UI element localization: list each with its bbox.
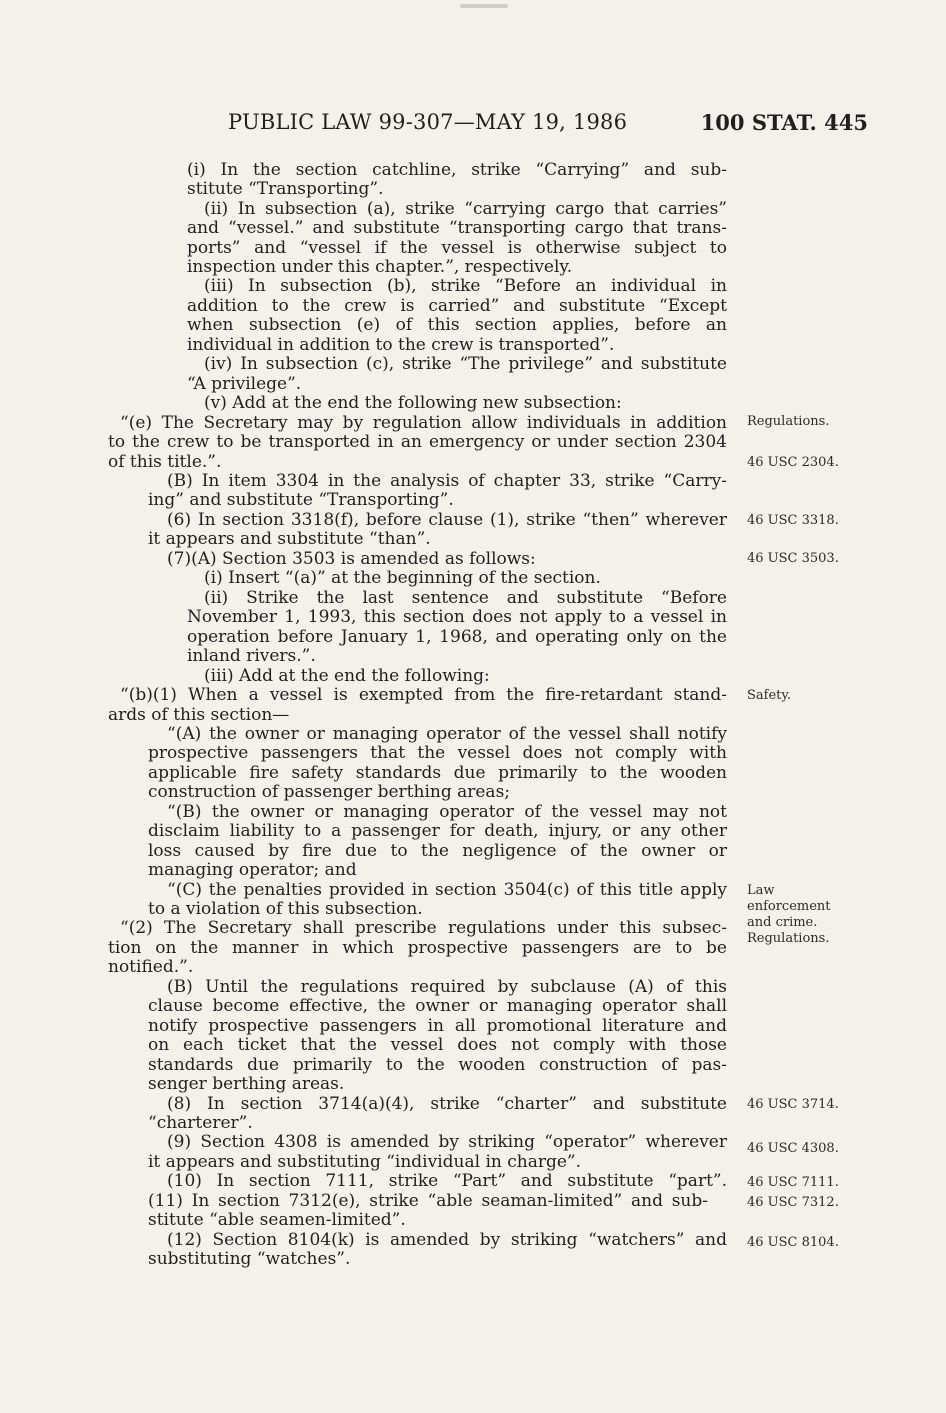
text-line: addition to the crew is carried” and substitute “Except bbox=[187, 296, 727, 316]
margin-note: Safety. bbox=[747, 688, 792, 703]
text-line: operation before January 1, 1968, and operating only on the bbox=[187, 627, 727, 647]
text-line: prospective passengers that the vessel does not comply with bbox=[148, 743, 727, 763]
text-line: it appears and substitute “than”. bbox=[148, 529, 431, 549]
margin-note: 46 USC 7111. bbox=[747, 1175, 839, 1190]
text-line: senger berthing areas. bbox=[148, 1074, 345, 1094]
margin-note: Law enforcement and crime. Regulations. bbox=[747, 883, 831, 946]
text-line: (i) Insert “(a)” at the beginning of the section. bbox=[204, 568, 601, 588]
text-line: (9) Section 4308 is amended by striking “operator” wherever bbox=[167, 1132, 727, 1152]
text-line: ards of this section— bbox=[108, 705, 290, 725]
text-line: individual in addition to the crew is transported”. bbox=[187, 335, 615, 355]
text-line: disclaim liability to a passenger for death, injury, or any other bbox=[148, 821, 727, 841]
text-line: (iii) Add at the end the following: bbox=[204, 666, 490, 686]
text-line: of this title.”. bbox=[108, 452, 222, 472]
margin-note: Regulations. bbox=[747, 414, 830, 429]
margin-note: 46 USC 4308. bbox=[747, 1141, 839, 1156]
text-line: (ii) Strike the last sentence and substitute “Before bbox=[204, 588, 727, 608]
text-line: (6) In section 3318(f), before clause (1), strike “then” wherever bbox=[167, 510, 727, 530]
text-line: and “vessel.” and substitute “transporting cargo that trans- bbox=[187, 218, 727, 238]
text-line: applicable fire safety standards due primarily to the wooden bbox=[148, 763, 727, 783]
text-line: to a violation of this subsection. bbox=[148, 899, 423, 919]
text-line: “A privilege”. bbox=[187, 374, 302, 394]
text-line: substituting “watches”. bbox=[148, 1249, 351, 1269]
margin-note: 46 USC 7312. bbox=[747, 1195, 839, 1210]
text-line: stitute “Transporting”. bbox=[187, 179, 384, 199]
text-line: on each ticket that the vessel does not comply with those bbox=[148, 1035, 727, 1055]
text-line: (12) Section 8104(k) is amended by striking “watchers” and bbox=[167, 1230, 727, 1250]
text-line: “(A) the owner or managing operator of the vessel shall notify bbox=[167, 724, 727, 744]
text-line: (ii) In subsection (a), strike “carrying cargo that carries” bbox=[204, 199, 727, 219]
stat-reference: 100 STAT. 445 bbox=[700, 110, 868, 135]
margin-note: 46 USC 2304. bbox=[747, 455, 839, 470]
text-line: ports” and “vessel if the vessel is otherwise subject to bbox=[187, 238, 727, 258]
text-line: (7)(A) Section 3503 is amended as follows: bbox=[167, 549, 536, 569]
text-line: ing” and substitute “Transporting”. bbox=[148, 490, 454, 510]
margin-note: 46 USC 3714. bbox=[747, 1097, 839, 1112]
text-line: (B) In item 3304 in the analysis of chapter 33, strike “Carry- bbox=[167, 471, 727, 491]
text-line: “(2) The Secretary shall prescribe regulations under this subsec- bbox=[120, 918, 727, 938]
margin-note: 46 USC 3318. bbox=[747, 513, 839, 528]
text-line: November 1, 1993, this section does not apply to a vessel in bbox=[187, 607, 727, 627]
text-line: construction of passenger berthing areas; bbox=[148, 782, 511, 802]
text-line: (11) In section 7312(e), strike “able seaman-limited” and sub- bbox=[148, 1191, 708, 1211]
text-line: loss caused by fire due to the negligence of the owner or bbox=[148, 841, 727, 861]
text-line: “charterer”. bbox=[148, 1113, 253, 1133]
scan-artifact bbox=[460, 4, 508, 8]
margin-note: 46 USC 8104. bbox=[747, 1235, 839, 1250]
text-line: (iv) In subsection (c), strike “The privilege” and substitute bbox=[204, 354, 727, 374]
text-line: (10) In section 7111, strike “Part” and substitute “part”. bbox=[167, 1171, 727, 1191]
page-header bbox=[228, 110, 868, 140]
text-line: managing operator; and bbox=[148, 860, 357, 880]
text-line: (B) Until the regulations required by subclause (A) of this bbox=[167, 977, 727, 997]
text-line: (8) In section 3714(a)(4), strike “charter” and substitute bbox=[167, 1094, 727, 1114]
text-line: stitute “able seamen-limited”. bbox=[148, 1210, 406, 1230]
text-line: inspection under this chapter.”, respectively. bbox=[187, 257, 573, 277]
text-line: “(e) The Secretary may by regulation allow individuals in addition bbox=[120, 413, 727, 433]
text-line: “(b)(1) When a vessel is exempted from the fire-retardant stand- bbox=[120, 685, 727, 705]
text-line: standards due primarily to the wooden construction of pas- bbox=[148, 1055, 727, 1075]
text-line: “(C) the penalties provided in section 3504(c) of this title apply bbox=[167, 880, 727, 900]
text-line: notified.”. bbox=[108, 957, 194, 977]
text-line: inland rivers.”. bbox=[187, 646, 316, 666]
text-line: (v) Add at the end the following new subsection: bbox=[204, 393, 622, 413]
text-line: it appears and substituting “individual in charge”. bbox=[148, 1152, 582, 1172]
text-line: notify prospective passengers in all promotional literature and bbox=[148, 1016, 727, 1036]
text-line: to the crew to be transported in an emergency or under section 2304 bbox=[108, 432, 727, 452]
text-line: “(B) the owner or managing operator of the vessel may not bbox=[167, 802, 727, 822]
law-title: PUBLIC LAW 99-307—MAY 19, 1986 bbox=[228, 110, 628, 134]
text-line: (i) In the section catchline, strike “Carrying” and sub- bbox=[187, 160, 727, 180]
text-line: tion on the manner in which prospective passengers are to be bbox=[108, 938, 727, 958]
text-line: clause become effective, the owner or managing operator shall bbox=[148, 996, 727, 1016]
text-line: when subsection (e) of this section applies, before an bbox=[187, 315, 727, 335]
text-line: (iii) In subsection (b), strike “Before an individual in bbox=[204, 276, 727, 296]
margin-note: 46 USC 3503. bbox=[747, 551, 839, 566]
